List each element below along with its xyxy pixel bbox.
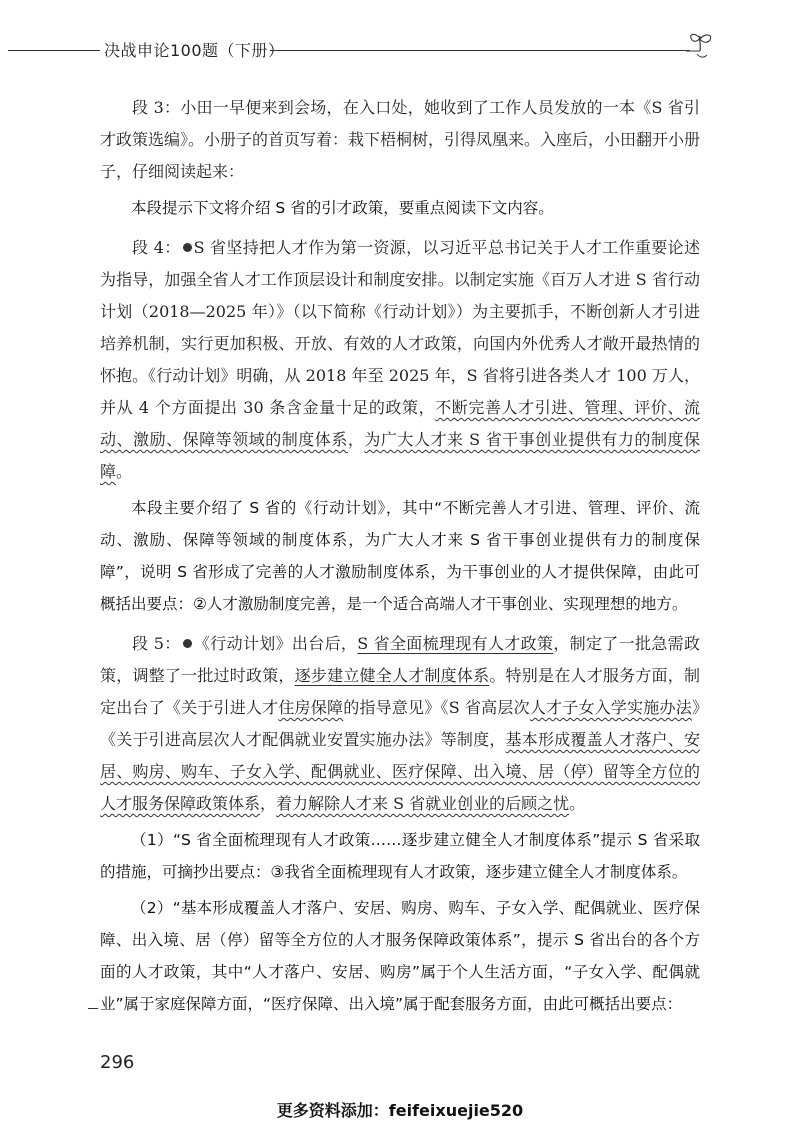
analysis-4: 本段主要介绍了 S 省的《行动计划》，其中“不断完善人才引进、管理、评价、流动、激励、保障等领域的制度体系，为广大人才来 S 省干事创业提供有力的制度保障”，说明 S 省形成了完善的人才激励制度体系，为干事创业的人才提供保障，由此可概括出要点：②人才激励制度完善，是一个适合高端人才干事创业、实现理想的地方。 xyxy=(100,499,700,613)
header-title: 决战申论100题（下册） xyxy=(104,41,285,60)
paragraph-4-text: 。 xyxy=(116,462,133,481)
paragraph-5-text: ，制定了一批急需政策，调整了一批过时政策， xyxy=(100,634,700,685)
bullet-icon xyxy=(183,639,192,648)
bullet-icon xyxy=(183,243,192,252)
analysis-5-1: （1）“S 省全面梳理现有人才政策……逐步建立健全人才制度体系”提示 S 省采取的措施，可摘抄出要点：③我省全面梳理现有人才政策，逐步建立健全人才制度体系。 xyxy=(100,831,700,881)
header-rule-right xyxy=(270,50,690,51)
paragraph-5-text: 》《关于引进高层次人才配偶就业安置实施办法》等制度， xyxy=(100,698,700,749)
paragraph-3: 段 3：小田一早便来到会场，在入口处，她收到了工作人员发放的一本《S 省引才政策选编》。小册子的首页写着：栽下梧桐树，引得凤凰来。入座后，小田翻开小册子，仔细阅读起来： xyxy=(100,98,701,181)
highlight-wavy: 人才子女入学实施办法 xyxy=(529,698,692,717)
paragraph-4-lead: 段 4： xyxy=(132,238,181,257)
paragraph-5-lead: 段 5： xyxy=(132,634,181,653)
paragraph-4-text: S 省坚持把人才作为第一资源，以习近平总书记关于人才工作重要论述为指导，加强全省人才工作顶层设计和制度安排。以制定实施《百万人才进 S 省行动计划（2018—2025 年）》（以下简称《行动计划》）为主要抓手，不断创新人才引进培养机制，实行更加积极、开放、有效的人才政策，向国内外优秀人才敞开最热情的怀抱。《行动计划》明确，从 2018 年至 2025 年，S 省将引进各类人才 100 万人，并从 4 个方面提出 30 条含金量十足的政策， xyxy=(100,238,700,417)
highlight-wavy: 住房保障 xyxy=(278,698,344,717)
highlight-wavy: 基本形成覆盖人才落户、安居、购房、购车、子女入学、配偶就业、医疗保障、出入境、居（停）留等全方位的人才服务保障政策体系 xyxy=(100,730,700,813)
paragraph-5-text: 《行动计划》出台后， xyxy=(193,634,358,653)
footer-note: 更多资料添加：feifeixuejie520 xyxy=(276,1101,524,1120)
margin-mark xyxy=(88,1008,98,1009)
page-number: 296 xyxy=(100,1052,135,1073)
highlight-underline: 逐步建立健全人才制度体系 xyxy=(294,666,490,685)
highlight-wavy: 不断完善人才引进、管理、评价、流动、激励、保障等领域的制度体系 xyxy=(100,398,700,449)
running-header xyxy=(0,30,800,70)
highlight-wavy: 着力解除人才来 S 省就业创业的后顾之忧 xyxy=(276,794,570,813)
paragraph-5-text: 。特别是在人才服务方面，制定出台了《关于引进人才 xyxy=(100,666,700,717)
header-rule-left xyxy=(8,50,100,51)
paragraph-5-text: 的指导意见》《S 省高层次 xyxy=(343,698,530,717)
highlight-underline: S 省全面梳理现有人才政策 xyxy=(357,634,554,653)
paragraph-4 xyxy=(100,232,700,488)
analysis-5-2: （2）“基本形成覆盖人才落户、安居、购房、购车、子女入学、配偶就业、医疗保障、出入境、居（停）留等全方位的人才服务保障政策体系”，提示 S 省出台的各个方面的人才政策，其中“人才落户、安居、购房”属于个人生活方面，“子女入学、配偶就业”属于家庭保障方面，“医疗保障、出入境”属于配套服务方面，由此可概括出要点： xyxy=(100,899,700,1013)
paragraph-5-text: 。 xyxy=(569,794,586,813)
paragraph-4-text: ， xyxy=(347,430,365,449)
paragraph-5 xyxy=(100,628,700,820)
highlight-wavy: 为广大人才来 S 省干事创业提供有力的制度保障 xyxy=(100,430,700,481)
page-body xyxy=(100,92,700,1020)
analysis-3: 本段提示下文将介绍 S 省的引才政策，要重点阅读下文内容。 xyxy=(131,199,554,217)
sprout-icon xyxy=(682,30,718,64)
paragraph-5-text: ， xyxy=(260,794,277,813)
